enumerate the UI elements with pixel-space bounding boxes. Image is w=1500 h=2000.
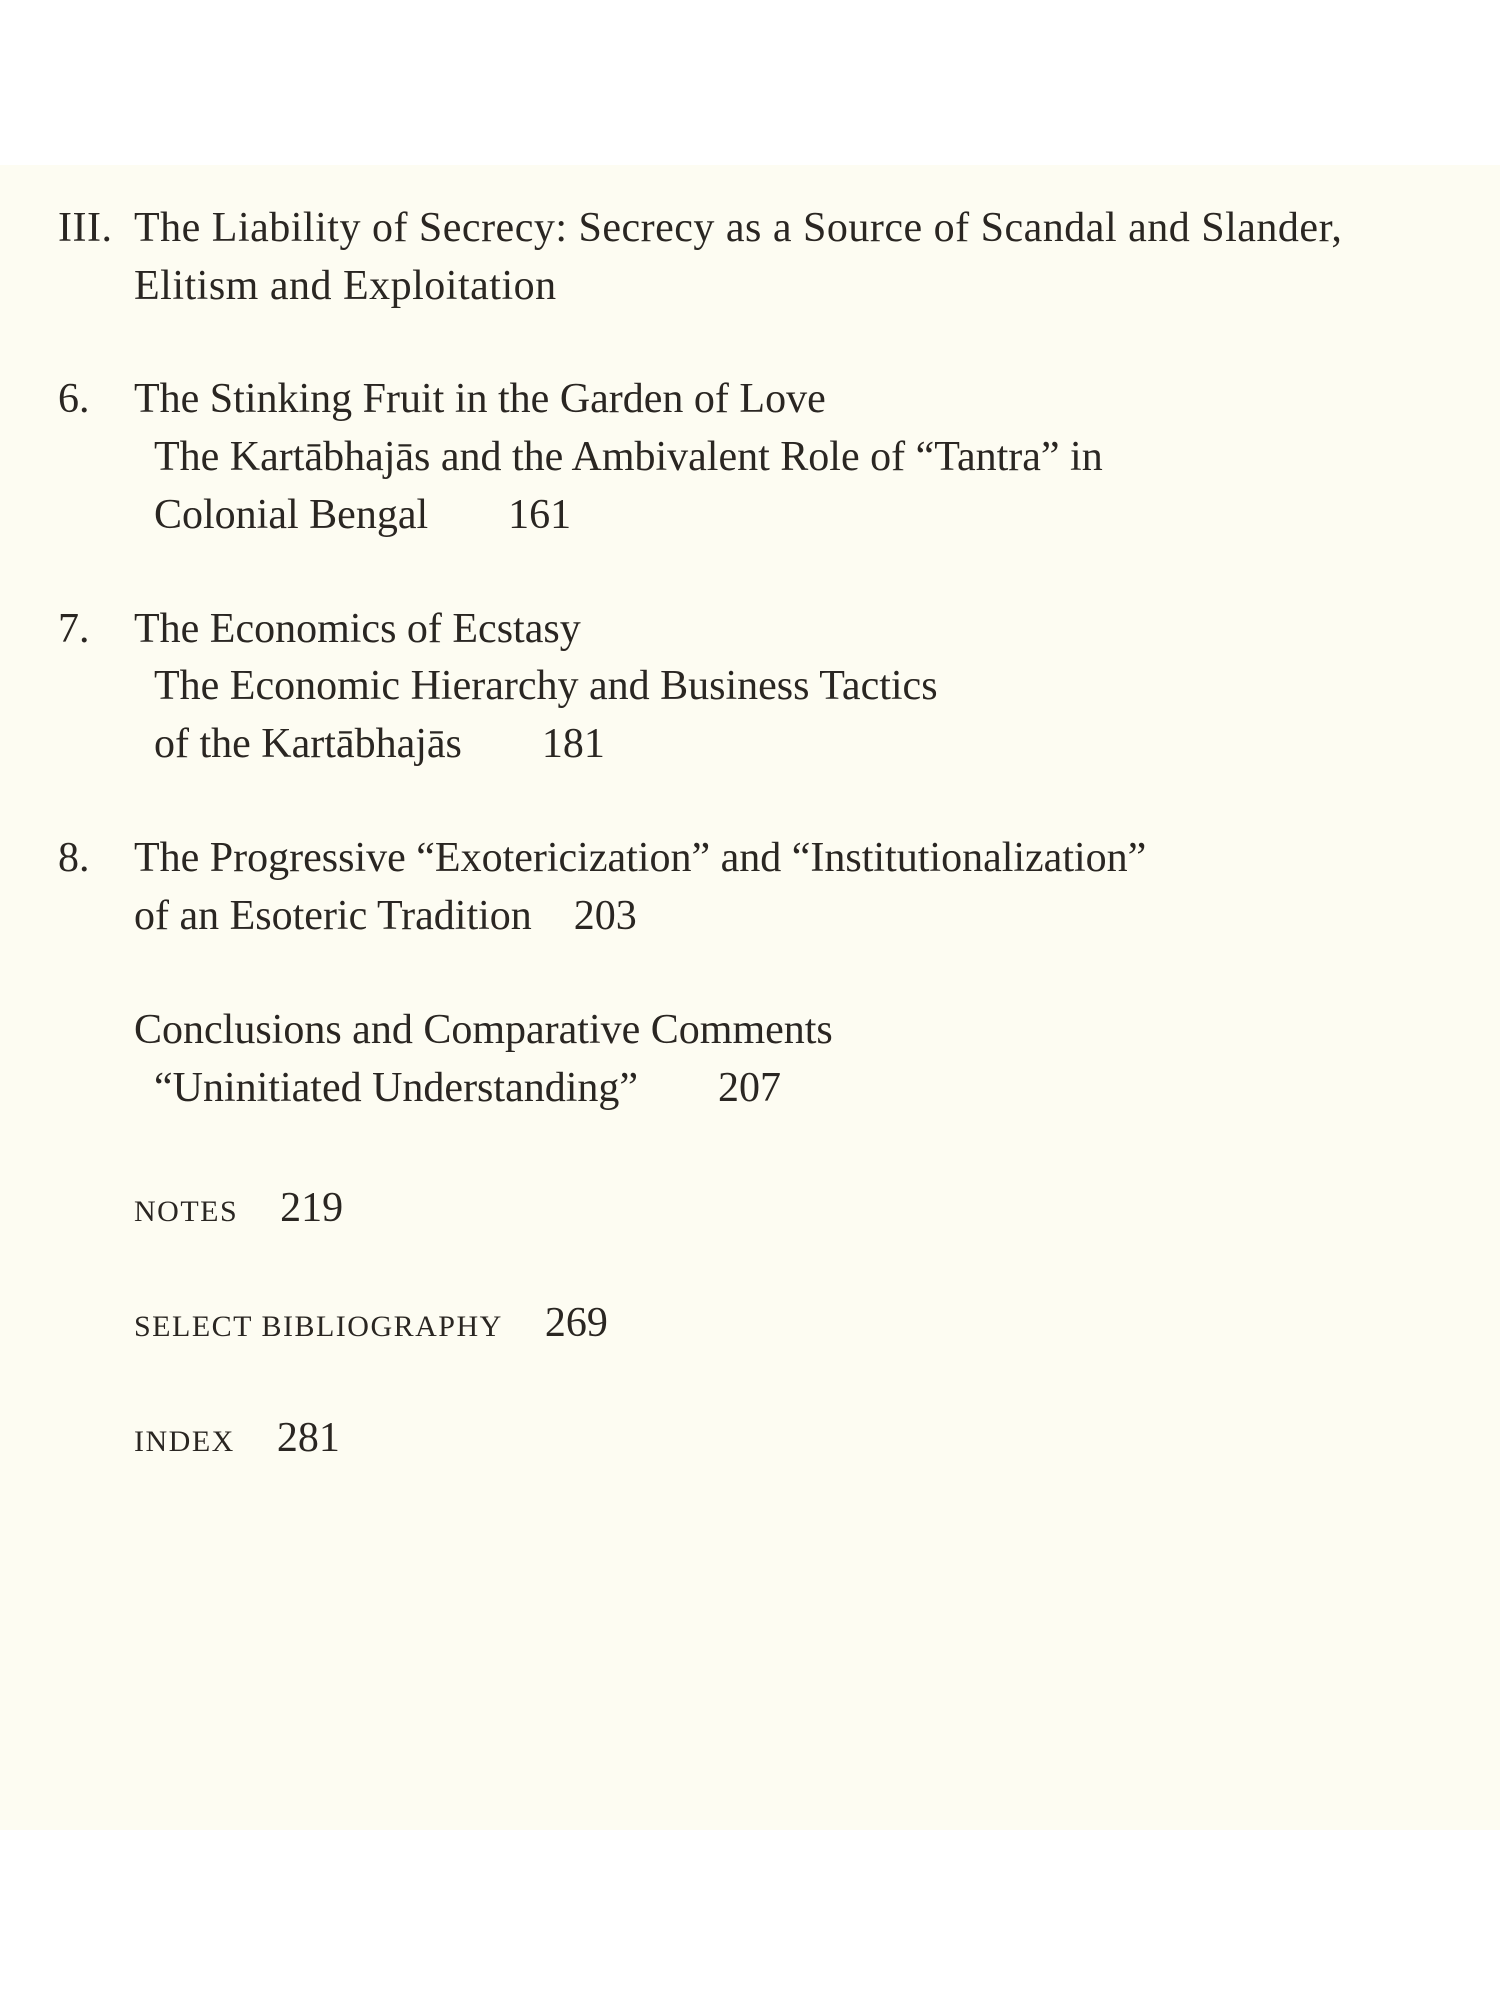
chapter-subtitle-text: Colonial Bengal: [154, 492, 429, 538]
chapter-subtitle-line1: The Kartābhajās and the Ambivalent Role of “Tantra” in: [154, 434, 1103, 480]
chapter-number: 8.: [58, 835, 90, 881]
chapter-subtitle-text: of the Kartābhajās: [154, 721, 462, 767]
chapter-title: The Stinking Fruit in the Garden of Love: [134, 376, 826, 422]
chapter-subtitle-line1: The Economic Hierarchy and Business Tactics: [154, 663, 938, 709]
conclusions-title: Conclusions and Comparative Comments: [134, 1007, 833, 1053]
page-number: 281: [276, 1415, 340, 1461]
back-matter-entry-bibliography: [134, 1302, 608, 1344]
page-number: 203: [573, 893, 637, 939]
conclusions-subtitle: “Uninitiated Understanding”: [154, 1065, 639, 1111]
toc-page: [0, 165, 1500, 1830]
chapter-title-line2: [134, 895, 637, 937]
back-matter-label: INDEX: [134, 1425, 235, 1458]
page-number: 161: [508, 492, 572, 538]
page-number: 219: [280, 1185, 344, 1231]
chapter-title-text: of an Esoteric Tradition: [134, 893, 532, 939]
chapter-number: 6.: [58, 376, 90, 422]
chapter-subtitle-line2: [154, 494, 571, 536]
chapter-number: 7.: [58, 606, 90, 652]
page-number: 207: [718, 1065, 782, 1111]
back-matter-entry-index: [134, 1417, 340, 1459]
part-number: III.: [58, 205, 113, 251]
back-matter-label: SELECT BIBLIOGRAPHY: [134, 1310, 503, 1343]
chapter-title: The Economics of Ecstasy: [134, 606, 581, 652]
page-number: 181: [541, 721, 605, 767]
chapter-subtitle-line2: [154, 723, 605, 765]
back-matter-label: NOTES: [134, 1195, 239, 1228]
back-matter-entry-notes: [134, 1187, 343, 1229]
part-title-line2: Elitism and Exploitation: [134, 263, 557, 309]
conclusions-subtitle-line: [154, 1067, 781, 1109]
chapter-title-line1: The Progressive “Exotericization” and “Institutionalization”: [134, 835, 1147, 881]
page-number: 269: [544, 1300, 608, 1346]
part-title-line1: The Liability of Secrecy: Secrecy as a Source of Scandal and Slander,: [134, 205, 1343, 251]
